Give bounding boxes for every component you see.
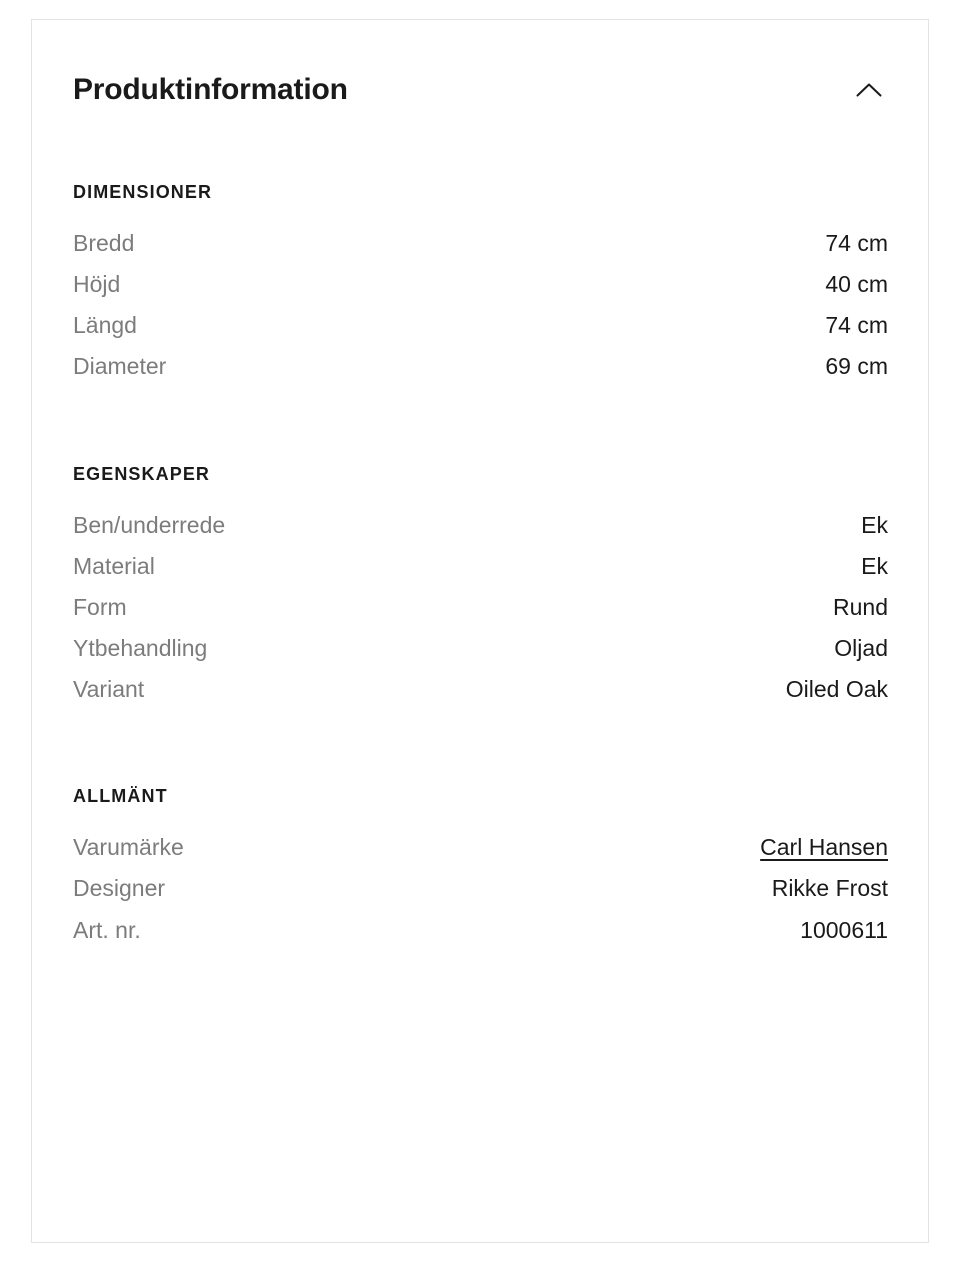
section-allmant xyxy=(73,786,888,950)
spec-row xyxy=(73,827,888,868)
product-information-panel xyxy=(31,19,929,1243)
spec-label: Diameter xyxy=(73,353,167,380)
spec-value: 69 cm xyxy=(825,353,888,380)
spec-label: Ytbehandling xyxy=(73,635,208,662)
spec-label: Form xyxy=(73,594,127,621)
spec-value: Ek xyxy=(861,512,888,539)
spec-row xyxy=(73,546,888,587)
section-dimensioner xyxy=(73,182,888,387)
spec-value: Oljad xyxy=(834,635,888,662)
spec-row xyxy=(73,868,888,909)
spec-value: 40 cm xyxy=(825,271,888,298)
page-title: Produktinformation xyxy=(73,73,348,106)
section-title-allmant: ALLMÄNT xyxy=(73,786,168,807)
spec-value: Rikke Frost xyxy=(771,875,888,902)
spec-row xyxy=(73,910,888,951)
section-title-dimensioner: DIMENSIONER xyxy=(73,182,213,202)
spec-list-dimensioner xyxy=(73,223,888,387)
spec-list-egenskaper xyxy=(73,505,888,710)
spec-label: Längd xyxy=(73,312,137,339)
spec-row xyxy=(73,264,888,305)
brand-link[interactable]: Carl Hansen xyxy=(760,834,888,861)
spec-row xyxy=(73,223,888,264)
chevron-up-icon[interactable] xyxy=(852,73,886,107)
spec-row xyxy=(73,305,888,346)
spec-label: Höjd xyxy=(73,271,121,298)
section-egenskaper xyxy=(73,464,888,710)
spec-label: Ben/underrede xyxy=(73,512,226,539)
spec-value: Oiled Oak xyxy=(785,676,888,703)
spec-label: Designer xyxy=(73,875,166,902)
spec-row xyxy=(73,669,888,710)
section-title-egenskaper: EGENSKAPER xyxy=(73,464,211,485)
spec-label: Variant xyxy=(73,676,145,703)
spec-label: Bredd xyxy=(73,230,135,256)
spec-row xyxy=(73,628,888,669)
spec-list-allmant xyxy=(73,827,888,950)
spec-label: Art. nr. xyxy=(73,916,141,943)
spec-row xyxy=(73,346,888,387)
spec-row xyxy=(73,587,888,628)
spec-value: 1000611 xyxy=(800,916,888,943)
spec-value: Ek xyxy=(861,553,888,580)
spec-value: Rund xyxy=(833,594,888,621)
spec-value: 74 cm xyxy=(825,230,888,256)
panel-header[interactable] xyxy=(73,72,888,108)
spec-value: 74 cm xyxy=(825,312,888,339)
spec-row xyxy=(73,505,888,546)
spec-label: Material xyxy=(73,553,155,580)
spec-label: Varumärke xyxy=(73,834,184,861)
